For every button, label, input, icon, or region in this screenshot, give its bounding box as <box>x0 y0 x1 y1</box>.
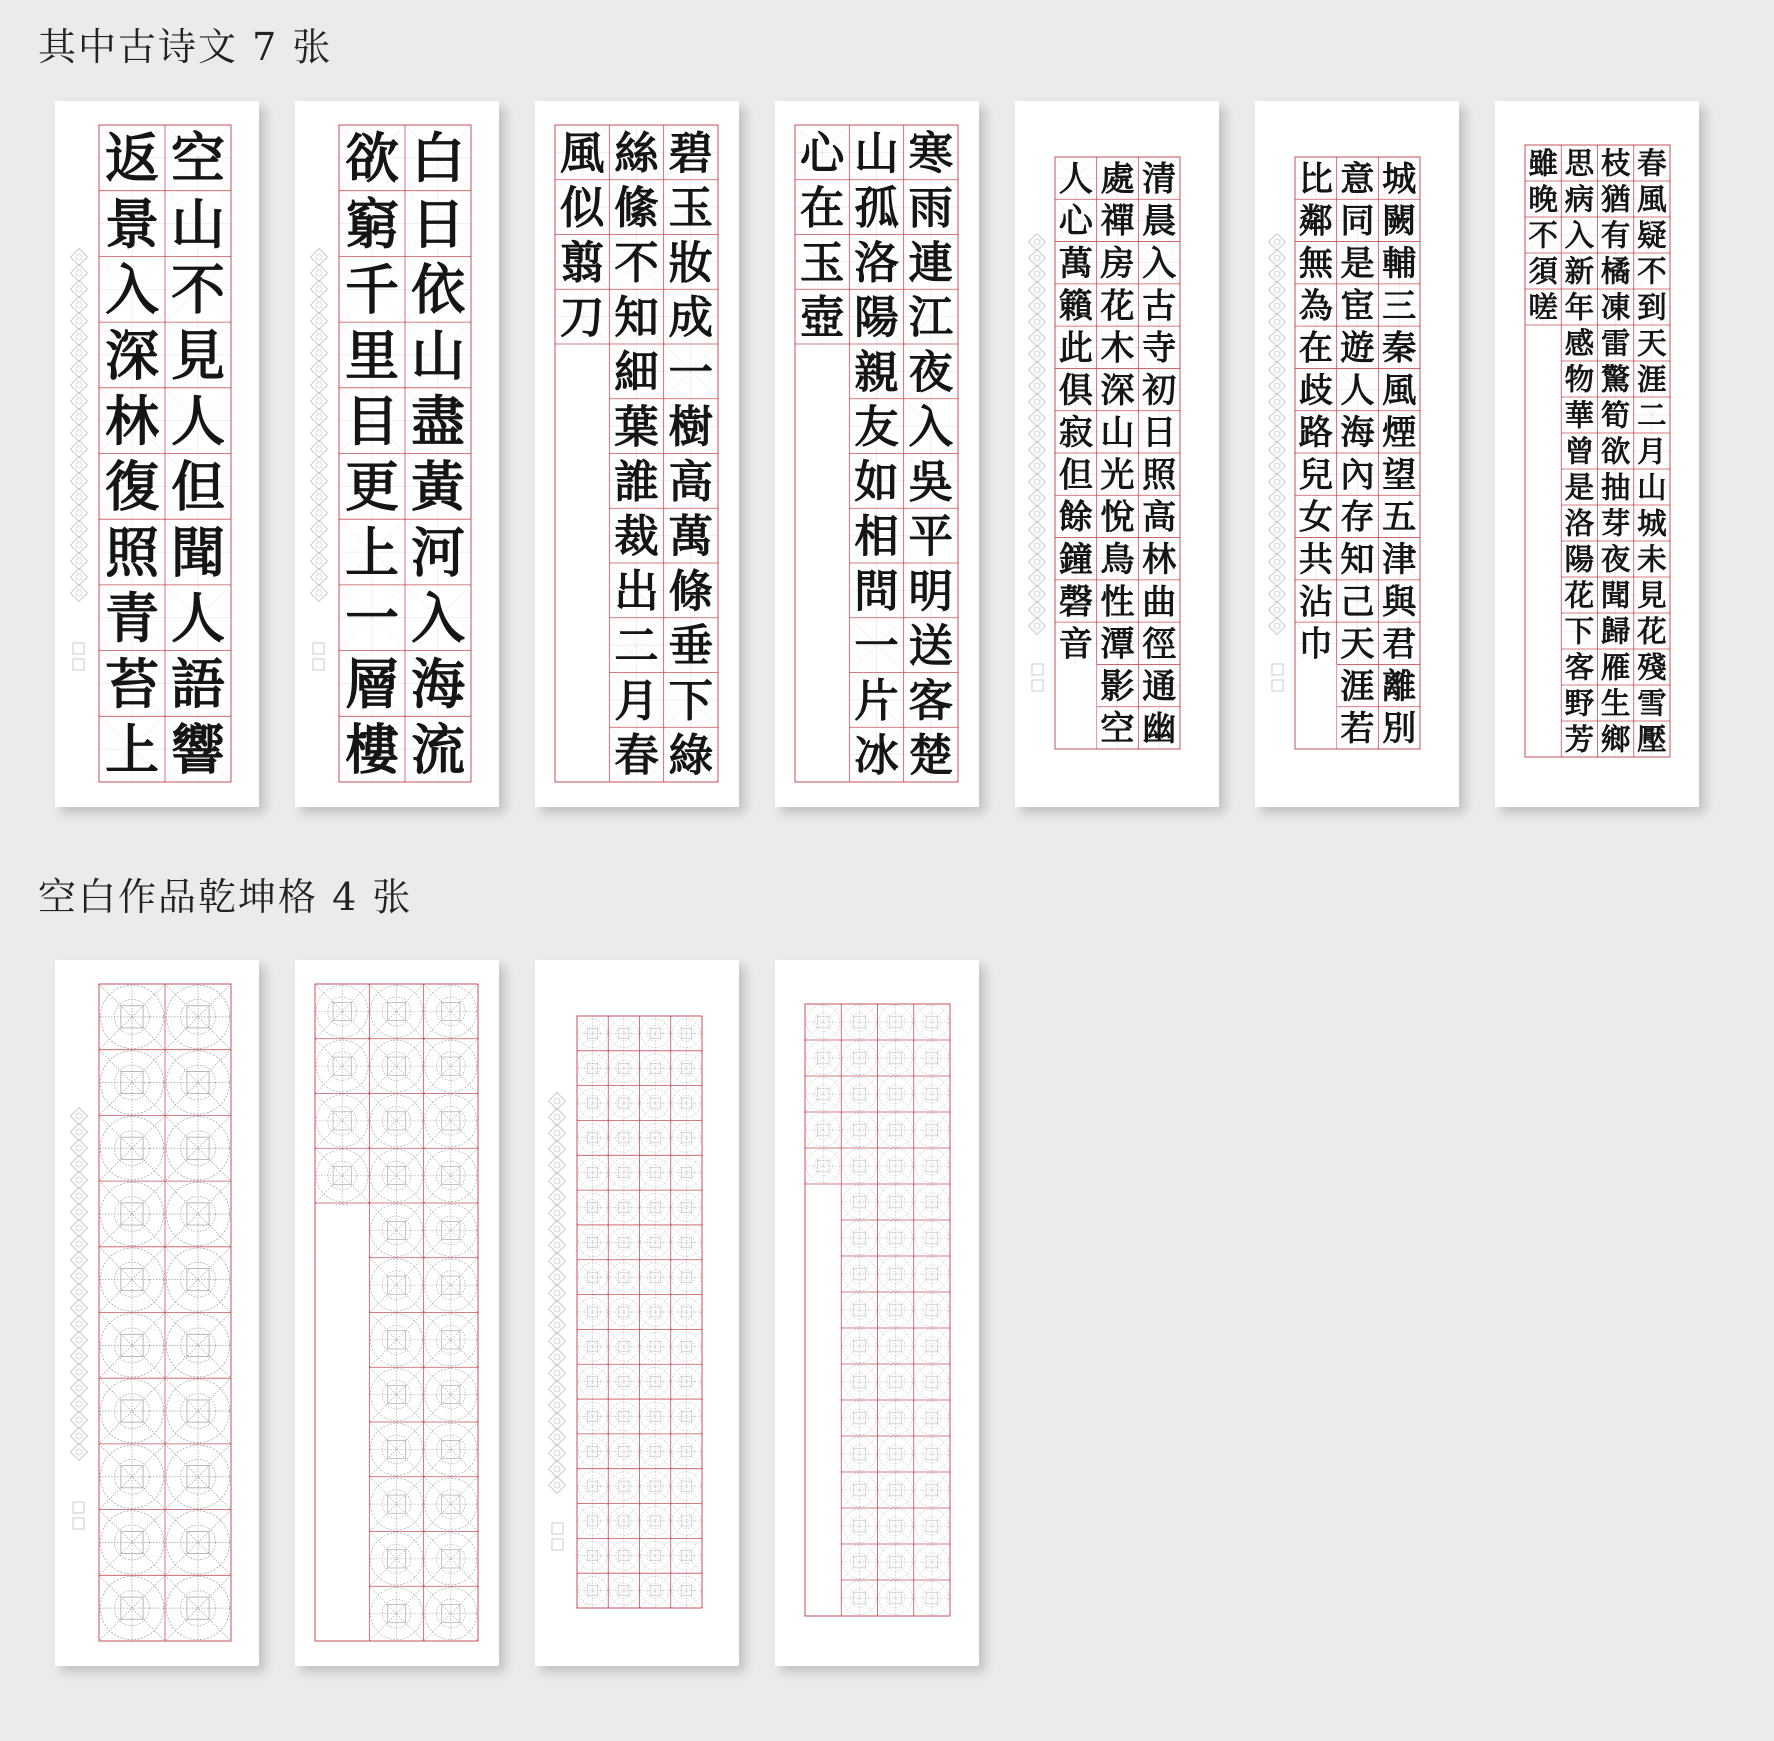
poem-character: 日 <box>411 191 465 256</box>
poem-character: 比 <box>1298 159 1333 200</box>
poem-character: 下 <box>1564 613 1595 649</box>
poem-character: 晨 <box>1142 201 1177 242</box>
poem-character: 人 <box>171 586 225 651</box>
poem-character: 此 <box>1058 328 1093 369</box>
poem-card-1 <box>55 101 259 807</box>
poem-character: 不 <box>171 257 225 322</box>
poem-character: 洛 <box>854 235 899 289</box>
poem-character: 花 <box>1100 286 1135 327</box>
seal-ornament-column <box>311 249 328 602</box>
poem-character: 秦 <box>1382 328 1417 369</box>
poem-character: 鄰 <box>1298 201 1333 242</box>
poem-character: 深 <box>1100 370 1135 411</box>
poem-character: 玉 <box>668 181 714 235</box>
poem-character: 山 <box>1100 413 1135 454</box>
poem-character: 性 <box>1100 582 1135 623</box>
section-title-poems: 其中古诗文 7 张 <box>38 25 333 69</box>
poem-character: 不 <box>614 235 659 289</box>
seal-ornament-column <box>71 249 88 602</box>
calligraphy-grid-sheet <box>775 960 979 1666</box>
poem-character: 陽 <box>854 290 899 344</box>
poem-character: 刀 <box>559 290 605 344</box>
poem-character: 歸 <box>1600 613 1631 649</box>
calligraphy-grid-sheet <box>55 960 259 1666</box>
poem-character: 沾 <box>1298 582 1333 623</box>
poem-character: 病 <box>1564 181 1595 217</box>
poem-character: 煙 <box>1382 413 1417 454</box>
poem-card-7 <box>1495 101 1699 807</box>
poem-character: 花 <box>1564 577 1595 613</box>
poem-character: 別 <box>1382 709 1417 750</box>
poem-character: 綠 <box>668 728 714 782</box>
poem-character: 聞 <box>171 520 225 585</box>
poem-character: 夜 <box>908 345 954 399</box>
poem-character: 細 <box>614 345 659 399</box>
blank-card-1 <box>55 960 259 1666</box>
poem-character: 為 <box>1298 286 1333 327</box>
poem-character: 年 <box>1564 289 1595 325</box>
poem-character: 上 <box>345 520 399 585</box>
blank-card-3 <box>535 960 739 1666</box>
poem-character: 景 <box>105 191 159 256</box>
poem-character: 白 <box>411 126 465 191</box>
poem-character: 光 <box>1100 455 1135 496</box>
poem-character: 河 <box>411 520 465 585</box>
poem-character: 上 <box>105 717 159 782</box>
poem-character: 到 <box>1637 289 1667 325</box>
poem-character: 冰 <box>854 728 899 782</box>
calligraphy-grid-sheet <box>535 101 739 807</box>
poem-character: 芳 <box>1564 721 1595 757</box>
poem-character: 在 <box>799 181 845 235</box>
poem-character: 洛 <box>1564 505 1595 541</box>
poem-character: 嗟 <box>1528 289 1558 325</box>
poem-character: 寺 <box>1142 328 1177 369</box>
poem-character: 絲 <box>614 126 659 180</box>
poem-character: 連 <box>908 235 954 289</box>
poem-character: 空 <box>1100 709 1135 750</box>
poem-character: 驚 <box>1600 361 1631 397</box>
poem-character: 內 <box>1340 455 1375 496</box>
poem-character: 萬 <box>668 509 714 563</box>
poem-character: 江 <box>908 290 954 344</box>
poem-character: 心 <box>799 126 845 180</box>
poem-character: 成 <box>668 290 714 344</box>
poem-character: 平 <box>908 509 954 563</box>
poem-character: 疑 <box>1637 217 1667 253</box>
poem-character: 凍 <box>1600 289 1631 325</box>
seal-placeholder-squares <box>73 1502 84 1529</box>
seal-placeholder-squares <box>313 643 324 670</box>
poem-character: 葉 <box>614 400 659 454</box>
calligraphy-grid-sheet <box>295 960 499 1666</box>
poem-character: 孤 <box>854 181 899 235</box>
poem-character: 山 <box>854 126 899 180</box>
calligraphy-grid-sheet <box>295 101 499 807</box>
poem-character: 巾 <box>1298 624 1333 665</box>
poem-character: 語 <box>171 651 225 716</box>
poem-character: 寂 <box>1058 413 1093 454</box>
poem-character: 月 <box>614 673 659 727</box>
poem-character: 相 <box>854 509 899 563</box>
poem-character: 垂 <box>668 619 714 673</box>
poem-character: 清 <box>1142 159 1177 200</box>
blank-card-2 <box>295 960 499 1666</box>
poem-character: 未 <box>1637 541 1667 577</box>
poem-character: 空 <box>171 126 225 191</box>
poem-character: 盡 <box>411 389 465 454</box>
poem-character: 有 <box>1600 217 1631 253</box>
poem-character: 籟 <box>1058 286 1093 327</box>
poem-character: 返 <box>105 126 159 191</box>
poem-character: 日 <box>1142 413 1177 454</box>
poem-character: 山 <box>1637 469 1667 505</box>
poem-character: 音 <box>1058 624 1093 665</box>
poem-character: 見 <box>1637 577 1667 613</box>
poem-character: 感 <box>1564 325 1595 361</box>
poem-character: 夜 <box>1600 541 1631 577</box>
poem-character: 客 <box>1564 649 1595 685</box>
poem-text <box>1299 159 1418 749</box>
poem-character: 潭 <box>1100 624 1135 665</box>
section-title-blank-sheets: 空白作品乾坤格 4 张 <box>38 875 413 919</box>
red-grid-lines <box>805 1004 950 1616</box>
poem-character: 出 <box>614 564 659 618</box>
poem-character: 層 <box>345 651 399 716</box>
poem-character: 筍 <box>1600 397 1631 433</box>
poem-character: 流 <box>411 717 465 782</box>
poem-character: 片 <box>854 673 899 727</box>
poem-character: 通 <box>1142 666 1177 707</box>
seal-ornament-column <box>1029 234 1046 635</box>
poem-character: 雪 <box>1637 685 1667 721</box>
poem-character: 林 <box>105 389 159 454</box>
poem-character: 條 <box>668 564 714 618</box>
calligraphy-grid-sheet <box>775 101 979 807</box>
poem-character: 房 <box>1100 244 1135 285</box>
poem-character: 野 <box>1564 685 1595 721</box>
poem-character: 華 <box>1564 397 1595 433</box>
poem-character: 陽 <box>1564 541 1595 577</box>
poem-character: 寒 <box>908 126 954 180</box>
poem-character: 親 <box>854 345 899 399</box>
poem-character: 己 <box>1340 582 1375 623</box>
poem-character: 春 <box>1637 145 1667 181</box>
poem-card-2 <box>295 101 499 807</box>
poem-character: 入 <box>1564 217 1595 253</box>
poem-character: 目 <box>345 389 399 454</box>
poem-character: 欲 <box>1600 433 1631 469</box>
calligraphy-grid-sheet <box>1495 101 1699 807</box>
poem-character: 楚 <box>908 728 954 782</box>
poem-character: 涯 <box>1637 361 1667 397</box>
calligraphy-grid-sheet <box>1015 101 1219 807</box>
poem-character: 遊 <box>1340 328 1375 369</box>
poem-character: 一 <box>854 619 899 673</box>
poem-character: 但 <box>171 454 225 519</box>
seal-ornament-column <box>71 1108 88 1461</box>
poem-character: 照 <box>1142 455 1177 496</box>
calligraphy-grid-sheet <box>1255 101 1459 807</box>
poem-character: 闕 <box>1382 201 1417 242</box>
poem-character: 處 <box>1100 159 1135 200</box>
poem-character: 海 <box>411 651 465 716</box>
poem-character: 碧 <box>668 126 714 180</box>
poem-character: 心 <box>1058 201 1093 242</box>
poem-character: 春 <box>614 728 659 782</box>
poem-character: 悅 <box>1100 497 1135 538</box>
poem-character: 曲 <box>1142 582 1177 623</box>
poem-character: 天 <box>1340 624 1375 665</box>
poem-character: 欲 <box>345 126 399 191</box>
poem-character: 復 <box>105 454 159 519</box>
poem-character: 五 <box>1382 497 1417 538</box>
poem-character: 離 <box>1382 666 1417 707</box>
poem-character: 高 <box>1142 497 1177 538</box>
poem-character: 不 <box>1637 253 1667 289</box>
seal-placeholder-squares <box>1272 664 1283 691</box>
poem-character: 橘 <box>1600 253 1631 289</box>
poem-character: 山 <box>411 323 465 388</box>
poem-character: 鄉 <box>1600 721 1631 757</box>
poem-character: 誰 <box>614 454 659 508</box>
poem-character: 友 <box>854 400 899 454</box>
poem-character: 雨 <box>908 181 954 235</box>
poem-character: 在 <box>1298 328 1333 369</box>
poem-character: 晚 <box>1528 181 1558 217</box>
poem-character: 是 <box>1564 469 1595 505</box>
poem-character: 雖 <box>1528 145 1558 181</box>
poem-character: 一 <box>668 345 714 399</box>
calligraphy-grid-sheet <box>55 101 259 807</box>
poem-character: 不 <box>1528 217 1558 253</box>
poem-character: 客 <box>908 673 954 727</box>
poem-character: 城 <box>1382 159 1417 200</box>
poem-character: 二 <box>614 619 659 673</box>
poem-character: 存 <box>1340 497 1375 538</box>
poem-character: 意 <box>1340 159 1375 200</box>
poem-character: 壺 <box>799 290 845 344</box>
poem-card-5 <box>1015 101 1219 807</box>
poem-character: 生 <box>1600 685 1631 721</box>
poem-character: 古 <box>1142 286 1177 327</box>
poem-character: 里 <box>345 323 399 388</box>
poem-character: 君 <box>1382 624 1417 665</box>
poem-character: 雁 <box>1600 649 1631 685</box>
poem-character: 依 <box>411 257 465 322</box>
poem-character: 人 <box>171 389 225 454</box>
poem-character: 城 <box>1637 505 1667 541</box>
poem-character: 窮 <box>345 191 399 256</box>
poem-character: 高 <box>668 454 714 508</box>
poem-character: 風 <box>1382 370 1417 411</box>
poem-character: 知 <box>1340 540 1375 581</box>
poem-character: 木 <box>1100 328 1135 369</box>
poem-character: 初 <box>1142 370 1177 411</box>
poem-character: 抽 <box>1600 469 1631 505</box>
poem-character: 萬 <box>1058 244 1093 285</box>
poem-character: 青 <box>105 586 159 651</box>
poem-character: 黃 <box>411 454 465 519</box>
poem-character: 照 <box>105 520 159 585</box>
poem-character: 知 <box>614 290 659 344</box>
poem-character: 女 <box>1298 497 1333 538</box>
poem-character: 俱 <box>1058 370 1093 411</box>
poem-character: 二 <box>1637 397 1667 433</box>
poem-character: 天 <box>1637 325 1667 361</box>
poem-character: 鳥 <box>1100 540 1135 581</box>
poem-character: 餘 <box>1058 497 1093 538</box>
poem-character: 入 <box>411 586 465 651</box>
poem-character: 共 <box>1298 540 1333 581</box>
poem-character: 翦 <box>559 235 605 289</box>
poem-character: 與 <box>1382 582 1417 623</box>
poem-card-4 <box>775 101 979 807</box>
poem-character: 千 <box>345 257 399 322</box>
poem-character: 似 <box>559 181 605 235</box>
poem-character: 輔 <box>1382 244 1417 285</box>
poem-character: 下 <box>668 673 714 727</box>
poem-character: 樓 <box>345 717 399 782</box>
poem-character: 思 <box>1564 145 1595 181</box>
poem-character: 山 <box>171 191 225 256</box>
poem-character: 海 <box>1340 413 1375 454</box>
poem-card-3 <box>535 101 739 807</box>
poem-character: 苔 <box>105 651 159 716</box>
poem-character: 響 <box>171 717 225 782</box>
poem-character: 見 <box>171 323 225 388</box>
poem-character: 如 <box>854 454 899 508</box>
poem-character: 一 <box>345 586 399 651</box>
poem-character: 是 <box>1340 244 1375 285</box>
poem-character: 涯 <box>1340 666 1375 707</box>
blank-card-4 <box>775 960 979 1666</box>
poem-character: 壓 <box>1637 721 1667 757</box>
poem-character: 風 <box>1637 181 1667 217</box>
poem-character: 磬 <box>1058 582 1093 623</box>
red-grid-lines <box>315 984 478 1641</box>
poem-character: 林 <box>1142 540 1177 581</box>
poem-character: 入 <box>105 257 159 322</box>
poem-character: 新 <box>1564 253 1595 289</box>
poem-character: 路 <box>1298 413 1333 454</box>
poem-character: 但 <box>1058 455 1093 496</box>
poem-character: 兒 <box>1298 455 1333 496</box>
poem-character: 殘 <box>1637 649 1667 685</box>
seal-ornament-column <box>1269 234 1286 635</box>
poem-character: 更 <box>345 454 399 519</box>
poem-character: 枝 <box>1600 145 1631 181</box>
poem-character: 無 <box>1298 244 1333 285</box>
poem-character: 猶 <box>1600 181 1631 217</box>
poem-character: 曾 <box>1564 433 1595 469</box>
poem-character: 若 <box>1340 709 1375 750</box>
poem-character: 雷 <box>1600 325 1631 361</box>
poem-character: 聞 <box>1600 577 1631 613</box>
poem-character: 妝 <box>668 235 714 289</box>
poem-character: 入 <box>908 400 954 454</box>
poem-character: 同 <box>1340 201 1375 242</box>
seal-ornament-column <box>549 1093 566 1494</box>
poem-character: 月 <box>1637 433 1667 469</box>
poem-character: 風 <box>559 126 605 180</box>
poem-card-6 <box>1255 101 1459 807</box>
poem-character: 絛 <box>614 181 659 235</box>
poem-character: 問 <box>854 564 899 618</box>
poem-character: 徑 <box>1142 624 1177 665</box>
seal-placeholder-squares <box>1032 664 1043 691</box>
poem-character: 禪 <box>1100 201 1135 242</box>
poem-character: 物 <box>1564 361 1595 397</box>
seal-placeholder-squares <box>552 1523 563 1550</box>
poem-character: 玉 <box>799 235 845 289</box>
poem-character: 人 <box>1058 159 1093 200</box>
poem-character: 宦 <box>1340 286 1375 327</box>
poem-character: 鐘 <box>1058 540 1093 581</box>
poem-character: 三 <box>1382 286 1417 327</box>
seal-placeholder-squares <box>73 643 84 670</box>
poem-character: 樹 <box>668 400 714 454</box>
poem-character: 幽 <box>1142 709 1177 750</box>
poem-character: 人 <box>1340 370 1375 411</box>
poem-character: 望 <box>1382 455 1417 496</box>
poem-character: 吳 <box>908 454 954 508</box>
poem-character: 須 <box>1528 253 1558 289</box>
poem-character: 入 <box>1142 244 1177 285</box>
poem-character: 影 <box>1100 666 1135 707</box>
poem-character: 津 <box>1382 540 1417 581</box>
poem-character: 裁 <box>614 509 659 563</box>
poem-character: 花 <box>1637 613 1667 649</box>
poem-character: 歧 <box>1298 370 1333 411</box>
poem-character: 明 <box>908 564 954 618</box>
poem-character: 芽 <box>1600 505 1631 541</box>
poem-character: 深 <box>105 323 159 388</box>
calligraphy-grid-sheet <box>535 960 739 1666</box>
poem-character: 送 <box>908 619 954 673</box>
